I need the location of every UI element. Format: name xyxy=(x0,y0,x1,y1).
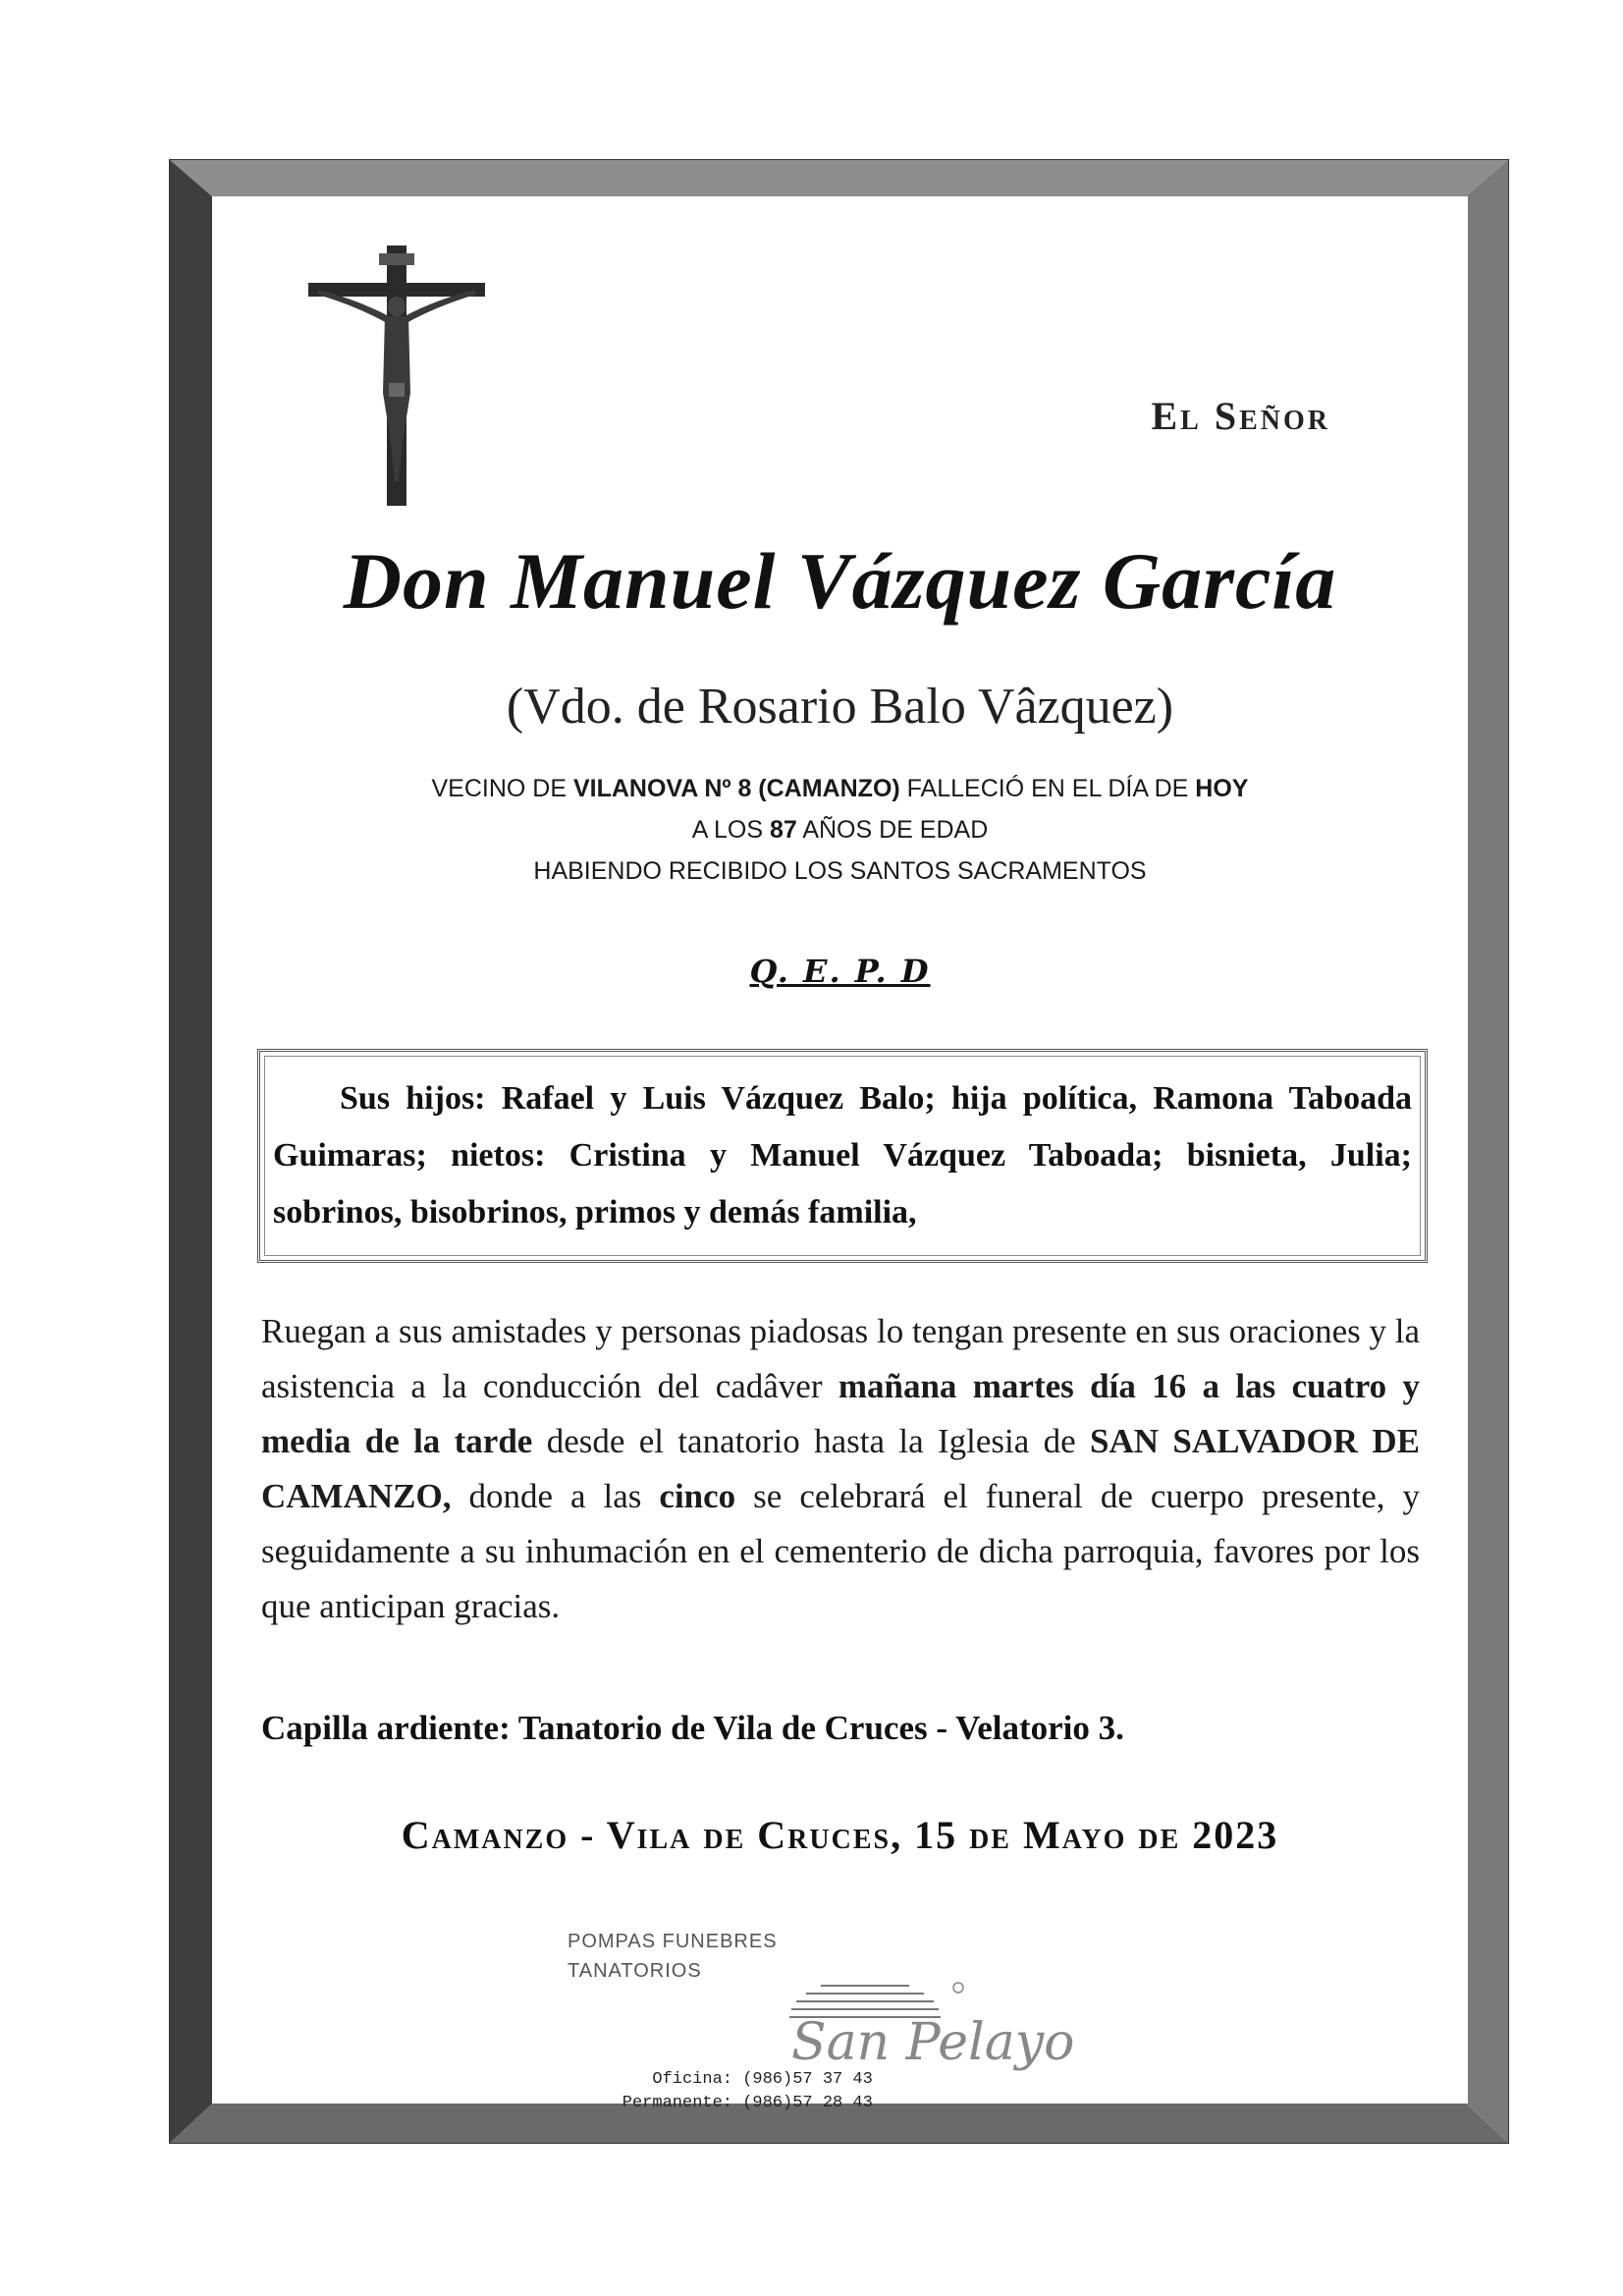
office-contact: Oficina: (986)57 37 43 xyxy=(652,2070,873,2089)
chapel-info: Capilla ardiente: Tanatorio de Vila de Cruces - Velatorio 3. xyxy=(261,1709,1124,1747)
place-date: Camanzo - Vila de Cruces, 15 de Mayo de 2023 xyxy=(401,1813,1279,1857)
announcement-line-2: A LOS 87 AÑOS DE EDAD xyxy=(691,816,989,844)
family-mourners: Sus hijos: Rafael y Luis Vázquez Balo; hija política, Ramona Taboada Guimaras; nietos: Cristina y Manuel Vázquez Taboada; bisnieta, Julia; sobrinos, bisobrinos, primos y demás familia, xyxy=(273,1080,1412,1230)
notice-heading: El Señor xyxy=(1151,394,1330,438)
funeral-home-contacts xyxy=(620,2068,873,2115)
announcement-line-3: HABIENDO RECIBIDO LOS SANTOS SACRAMENTOS xyxy=(533,857,1147,885)
deceased-name: Don Manuel Vázquez García xyxy=(343,536,1337,626)
qepd-mark: Q. E. P. D xyxy=(749,953,931,990)
crucifix-icon xyxy=(308,246,485,506)
announcement-line-1: VECINO DE VILANOVA Nº 8 (CAMANZO) FALLECIÓ EN EL DÍA DE HOY xyxy=(431,775,1249,802)
funeral-home-type: POMPAS FUNEBRES TANATORIOS xyxy=(568,1931,778,1982)
widow-of: (Vdo. de Rosario Balo Vâzquez) xyxy=(506,679,1174,735)
funeral-home-logo-text: San Pelayo xyxy=(791,2013,1075,2072)
mourning-frame xyxy=(169,159,1509,2144)
funeral-details: Ruegan a sus amistades y personas piadosas lo tengan presente en sus oraciones y la asistencia a la conducción del cadâver mañana martes día 16 a las cuatro y media de la tarde desde el tanatorio hasta la Iglesia de SAN SALVADOR DE CAMANZO, donde a las cinco se celebrará el funeral de cuerpo presente, y seguidamente a su inhumación en el cementerio de dicha parroquia, favores por los que anticipan gracias. xyxy=(261,1312,1421,1625)
notice-body xyxy=(212,196,1468,2112)
permanent-contact: Permanente: (986)57 28 43 xyxy=(622,2094,873,2112)
death-announcement xyxy=(212,768,1468,892)
